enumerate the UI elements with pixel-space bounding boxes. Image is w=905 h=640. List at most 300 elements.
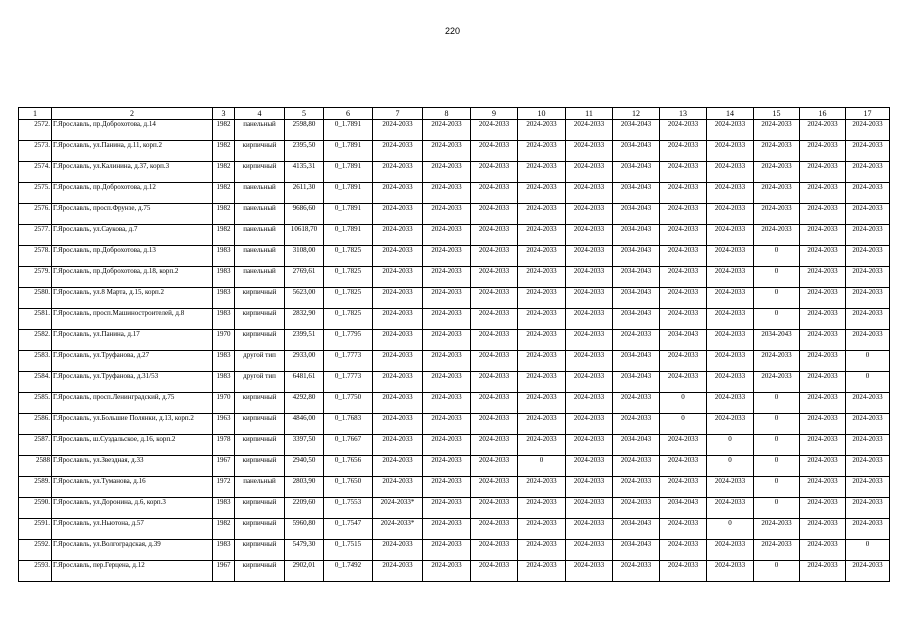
period-cell-col-12: 2034-2043 <box>613 351 660 372</box>
year-cell: 1982 <box>213 183 235 204</box>
period-cell-col-15: 2024-2033 <box>754 120 800 141</box>
period-cell-col-15: 0 <box>754 435 800 456</box>
wall-material-cell: панельный <box>235 120 285 141</box>
period-cell-col-16: 2024-2033 <box>800 393 846 414</box>
table-body <box>19 120 890 582</box>
row-number: 2588 <box>19 456 52 477</box>
year-cell: 1970 <box>213 393 235 414</box>
period-cell-col-10: 2024-2033 <box>518 267 566 288</box>
column-header-10: 10 <box>518 108 566 120</box>
address-cell: Г.Ярославль, ул.Большие Полянки, д.13, корп.2 <box>52 414 213 435</box>
priority-code-cell: 0_1.7891 <box>324 183 373 204</box>
period-cell-col-7: 2024-2033 <box>373 372 423 393</box>
period-cell-col-16: 2024-2033 <box>800 561 846 582</box>
address-cell: Г.Ярославль, просп.Фрунзе, д.75 <box>52 204 213 225</box>
area-cell: 2902,01 <box>285 561 324 582</box>
period-cell-col-9: 2024-2033 <box>471 309 518 330</box>
period-cell-col-9: 2024-2033 <box>471 414 518 435</box>
wall-material-cell: панельный <box>235 225 285 246</box>
period-cell-col-14: 2024-2033 <box>707 246 754 267</box>
period-cell-col-14: 2024-2033 <box>707 267 754 288</box>
period-cell-col-10: 2024-2033 <box>518 204 566 225</box>
period-cell-col-11: 2024-2033 <box>566 225 613 246</box>
table-row <box>19 414 890 435</box>
period-cell-col-8: 2024-2033 <box>423 120 471 141</box>
priority-code-cell: 0_1.7825 <box>324 288 373 309</box>
year-cell: 1983 <box>213 498 235 519</box>
area-cell: 2395,50 <box>285 141 324 162</box>
period-cell-col-17: 2024-2033 <box>846 519 890 540</box>
address-cell: Г.Ярославль, пр.Доброхотова, д.14 <box>52 120 213 141</box>
period-cell-col-14: 2024-2033 <box>707 225 754 246</box>
period-cell-col-17: 2024-2033 <box>846 561 890 582</box>
period-cell-col-7: 2024-2033 <box>373 225 423 246</box>
table-row <box>19 540 890 561</box>
area-cell: 4135,31 <box>285 162 324 183</box>
area-cell: 2209,60 <box>285 498 324 519</box>
priority-code-cell: 0_1.7825 <box>324 267 373 288</box>
period-cell-col-7: 2024-2033 <box>373 393 423 414</box>
row-number: 2593. <box>19 561 52 582</box>
area-cell: 4846,00 <box>285 414 324 435</box>
period-cell-col-13: 2024-2033 <box>660 204 707 225</box>
period-cell-col-17: 2024-2033 <box>846 498 890 519</box>
area-cell: 2598,80 <box>285 120 324 141</box>
address-cell: Г.Ярославль, ул.Волгоградская, д.39 <box>52 540 213 561</box>
period-cell-col-15: 0 <box>754 309 800 330</box>
period-cell-col-12: 2034-2043 <box>613 225 660 246</box>
period-cell-col-16: 2024-2033 <box>800 141 846 162</box>
wall-material-cell: панельный <box>235 267 285 288</box>
year-cell: 1967 <box>213 561 235 582</box>
period-cell-col-11: 2024-2033 <box>566 414 613 435</box>
period-cell-col-13: 0 <box>660 393 707 414</box>
period-cell-col-17: 2024-2033 <box>846 330 890 351</box>
period-cell-col-11: 2024-2033 <box>566 288 613 309</box>
period-cell-col-15: 2024-2033 <box>754 225 800 246</box>
wall-material-cell: другой тип <box>235 351 285 372</box>
period-cell-col-11: 2024-2033 <box>566 183 613 204</box>
priority-code-cell: 0_1.7656 <box>324 456 373 477</box>
period-cell-col-11: 2024-2033 <box>566 477 613 498</box>
period-cell-col-17: 2024-2033 <box>846 246 890 267</box>
period-cell-col-17: 2024-2033 <box>846 414 890 435</box>
period-cell-col-15: 0 <box>754 393 800 414</box>
row-number: 2573. <box>19 141 52 162</box>
period-cell-col-8: 2024-2033 <box>423 456 471 477</box>
period-cell-col-15: 2034-2043 <box>754 330 800 351</box>
year-cell: 1983 <box>213 267 235 288</box>
address-cell: Г.Ярославль, ул.Труфанова, д.27 <box>52 351 213 372</box>
wall-material-cell: кирпичный <box>235 498 285 519</box>
period-cell-col-11: 2024-2033 <box>566 246 613 267</box>
period-cell-col-7: 2024-2033 <box>373 561 423 582</box>
address-cell: Г.Ярославль, ул.Калинина, д.37, корп.3 <box>52 162 213 183</box>
period-cell-col-7: 2024-2033 <box>373 204 423 225</box>
period-cell-col-10: 2024-2033 <box>518 540 566 561</box>
period-cell-col-11: 2024-2033 <box>566 309 613 330</box>
period-cell-col-10: 2024-2033 <box>518 141 566 162</box>
period-cell-col-17: 2024-2033 <box>846 183 890 204</box>
period-cell-col-14: 0 <box>707 435 754 456</box>
table-row <box>19 477 890 498</box>
row-number: 2577. <box>19 225 52 246</box>
row-number: 2590. <box>19 498 52 519</box>
period-cell-col-13: 2024-2033 <box>660 288 707 309</box>
table-row <box>19 225 890 246</box>
period-cell-col-8: 2024-2033 <box>423 162 471 183</box>
column-header-8: 8 <box>423 108 471 120</box>
period-cell-col-11: 2024-2033 <box>566 141 613 162</box>
period-cell-col-7: 2024-2033 <box>373 309 423 330</box>
period-cell-col-8: 2024-2033 <box>423 351 471 372</box>
period-cell-col-10: 2024-2033 <box>518 435 566 456</box>
period-cell-col-9: 2024-2033 <box>471 435 518 456</box>
period-cell-col-8: 2024-2033 <box>423 204 471 225</box>
period-cell-col-17: 2024-2033 <box>846 393 890 414</box>
period-cell-col-8: 2024-2033 <box>423 414 471 435</box>
period-cell-col-16: 2024-2033 <box>800 162 846 183</box>
address-cell: Г.Ярославль, пер.Герцена, д.12 <box>52 561 213 582</box>
period-cell-col-9: 2024-2033 <box>471 372 518 393</box>
period-cell-col-13: 2034-2043 <box>660 498 707 519</box>
period-cell-col-9: 2024-2033 <box>471 288 518 309</box>
period-cell-col-11: 2024-2033 <box>566 393 613 414</box>
row-number: 2574. <box>19 162 52 183</box>
year-cell: 1972 <box>213 477 235 498</box>
wall-material-cell: панельный <box>235 477 285 498</box>
period-cell-col-14: 2024-2033 <box>707 309 754 330</box>
period-cell-col-8: 2024-2033 <box>423 246 471 267</box>
table-row <box>19 288 890 309</box>
priority-code-cell: 0_1.7891 <box>324 120 373 141</box>
period-cell-col-13: 2024-2033 <box>660 435 707 456</box>
priority-code-cell: 0_1.7492 <box>324 561 373 582</box>
period-cell-col-13: 2024-2033 <box>660 225 707 246</box>
period-cell-col-14: 2024-2033 <box>707 330 754 351</box>
row-number: 2578. <box>19 246 52 267</box>
period-cell-col-12: 2024-2033 <box>613 477 660 498</box>
period-cell-col-10: 2024-2033 <box>518 393 566 414</box>
address-cell: Г.Ярославль, ул.Панина, д.11, корп.2 <box>52 141 213 162</box>
period-cell-col-11: 2024-2033 <box>566 372 613 393</box>
period-cell-col-10: 2024-2033 <box>518 498 566 519</box>
table-row <box>19 309 890 330</box>
period-cell-col-8: 2024-2033 <box>423 519 471 540</box>
period-cell-col-13: 2024-2033 <box>660 540 707 561</box>
address-cell: Г.Ярославль, просп.Машиностроителей, д.8 <box>52 309 213 330</box>
period-cell-col-8: 2024-2033 <box>423 372 471 393</box>
period-cell-col-10: 2024-2033 <box>518 162 566 183</box>
wall-material-cell: кирпичный <box>235 288 285 309</box>
column-header-6: 6 <box>324 108 373 120</box>
period-cell-col-13: 2034-2043 <box>660 330 707 351</box>
period-cell-col-13: 2024-2033 <box>660 141 707 162</box>
address-cell: Г.Ярославль, просп.Ленинградский, д.75 <box>52 393 213 414</box>
period-cell-col-9: 2024-2033 <box>471 162 518 183</box>
period-cell-col-11: 2024-2033 <box>566 540 613 561</box>
priority-code-cell: 0_1.7891 <box>324 141 373 162</box>
period-cell-col-14: 2024-2033 <box>707 540 754 561</box>
period-cell-col-13: 2024-2033 <box>660 246 707 267</box>
period-cell-col-10: 2024-2033 <box>518 372 566 393</box>
period-cell-col-7: 2024-2033 <box>373 456 423 477</box>
period-cell-col-14: 2024-2033 <box>707 141 754 162</box>
period-cell-col-8: 2024-2033 <box>423 183 471 204</box>
year-cell: 1983 <box>213 372 235 393</box>
address-cell: Г.Ярославль, ул.Звездная, д.33 <box>52 456 213 477</box>
period-cell-col-15: 0 <box>754 498 800 519</box>
wall-material-cell: панельный <box>235 183 285 204</box>
period-cell-col-13: 2024-2033 <box>660 372 707 393</box>
wall-material-cell: кирпичный <box>235 162 285 183</box>
year-cell: 1978 <box>213 435 235 456</box>
column-header-13: 13 <box>660 108 707 120</box>
table-row <box>19 351 890 372</box>
period-cell-col-10: 2024-2033 <box>518 519 566 540</box>
area-cell: 2611,30 <box>285 183 324 204</box>
period-cell-col-10: 2024-2033 <box>518 246 566 267</box>
row-number: 2585. <box>19 393 52 414</box>
period-cell-col-12: 2034-2043 <box>613 267 660 288</box>
column-header-7: 7 <box>373 108 423 120</box>
period-cell-col-10: 2024-2033 <box>518 309 566 330</box>
period-cell-col-9: 2024-2033 <box>471 498 518 519</box>
table-row <box>19 204 890 225</box>
period-cell-col-9: 2024-2033 <box>471 183 518 204</box>
period-cell-col-16: 2024-2033 <box>800 309 846 330</box>
period-cell-col-9: 2024-2033 <box>471 246 518 267</box>
period-cell-col-15: 2024-2033 <box>754 519 800 540</box>
period-cell-col-16: 2024-2033 <box>800 267 846 288</box>
table-row <box>19 162 890 183</box>
period-cell-col-9: 2024-2033 <box>471 204 518 225</box>
period-cell-col-11: 2024-2033 <box>566 267 613 288</box>
period-cell-col-11: 2024-2033 <box>566 330 613 351</box>
column-header-17: 17 <box>846 108 890 120</box>
period-cell-col-8: 2024-2033 <box>423 225 471 246</box>
period-cell-col-15: 0 <box>754 456 800 477</box>
period-cell-col-12: 2034-2043 <box>613 162 660 183</box>
period-cell-col-15: 0 <box>754 414 800 435</box>
wall-material-cell: кирпичный <box>235 309 285 330</box>
wall-material-cell: кирпичный <box>235 141 285 162</box>
priority-code-cell: 0_1.7773 <box>324 372 373 393</box>
period-cell-col-12: 2024-2033 <box>613 414 660 435</box>
period-cell-col-9: 2024-2033 <box>471 519 518 540</box>
period-cell-col-14: 0 <box>707 519 754 540</box>
period-cell-col-16: 2024-2033 <box>800 456 846 477</box>
table-row <box>19 372 890 393</box>
column-header-12: 12 <box>613 108 660 120</box>
period-cell-col-16: 2024-2033 <box>800 498 846 519</box>
priority-code-cell: 0_1.7650 <box>324 477 373 498</box>
priority-code-cell: 0_1.7553 <box>324 498 373 519</box>
area-cell: 5479,30 <box>285 540 324 561</box>
period-cell-col-17: 2024-2033 <box>846 204 890 225</box>
period-cell-col-7: 2024-2033 <box>373 246 423 267</box>
period-cell-col-14: 2024-2033 <box>707 477 754 498</box>
area-cell: 4292,80 <box>285 393 324 414</box>
row-number: 2572. <box>19 120 52 141</box>
period-cell-col-10: 2024-2033 <box>518 351 566 372</box>
area-cell: 2399,51 <box>285 330 324 351</box>
priority-code-cell: 0_1.7825 <box>324 246 373 267</box>
priority-code-cell: 0_1.7683 <box>324 414 373 435</box>
period-cell-col-8: 2024-2033 <box>423 267 471 288</box>
wall-material-cell: кирпичный <box>235 414 285 435</box>
wall-material-cell: кирпичный <box>235 561 285 582</box>
row-number: 2592. <box>19 540 52 561</box>
period-cell-col-11: 2024-2033 <box>566 162 613 183</box>
priority-code-cell: 0_1.7891 <box>324 225 373 246</box>
area-cell: 2940,50 <box>285 456 324 477</box>
table-row <box>19 267 890 288</box>
period-cell-col-16: 2024-2033 <box>800 540 846 561</box>
area-cell: 3397,50 <box>285 435 324 456</box>
period-cell-col-8: 2024-2033 <box>423 477 471 498</box>
column-number-row <box>19 108 890 120</box>
period-cell-col-7: 2024-2033 <box>373 288 423 309</box>
period-cell-col-17: 2024-2033 <box>846 141 890 162</box>
area-cell: 2769,61 <box>285 267 324 288</box>
period-cell-col-15: 2024-2033 <box>754 183 800 204</box>
period-cell-col-7: 2024-2033* <box>373 498 423 519</box>
row-number: 2582. <box>19 330 52 351</box>
column-header-11: 11 <box>566 108 613 120</box>
wall-material-cell: кирпичный <box>235 330 285 351</box>
period-cell-col-11: 2024-2033 <box>566 120 613 141</box>
period-cell-col-15: 0 <box>754 267 800 288</box>
period-cell-col-17: 0 <box>846 351 890 372</box>
period-cell-col-11: 2024-2033 <box>566 519 613 540</box>
period-cell-col-14: 2024-2033 <box>707 372 754 393</box>
priority-code-cell: 0_1.7547 <box>324 519 373 540</box>
row-number: 2580. <box>19 288 52 309</box>
address-cell: Г.Ярославль, ул.Доронина, д.6, корп.3 <box>52 498 213 519</box>
column-header-9: 9 <box>471 108 518 120</box>
wall-material-cell: панельный <box>235 246 285 267</box>
period-cell-col-10: 2024-2033 <box>518 183 566 204</box>
period-cell-col-12: 2034-2043 <box>613 519 660 540</box>
year-cell: 1967 <box>213 456 235 477</box>
period-cell-col-11: 2024-2033 <box>566 351 613 372</box>
period-cell-col-14: 2024-2033 <box>707 120 754 141</box>
area-cell: 6481,61 <box>285 372 324 393</box>
column-header-3: 3 <box>213 108 235 120</box>
priority-code-cell: 0_1.7750 <box>324 393 373 414</box>
year-cell: 1983 <box>213 246 235 267</box>
address-cell: Г.Ярославль, ул.8 Марта, д.15, корп.2 <box>52 288 213 309</box>
period-cell-col-17: 2024-2033 <box>846 456 890 477</box>
period-cell-col-11: 2024-2033 <box>566 204 613 225</box>
period-cell-col-15: 0 <box>754 246 800 267</box>
period-cell-col-7: 2024-2033 <box>373 183 423 204</box>
period-cell-col-13: 2024-2033 <box>660 309 707 330</box>
year-cell: 1983 <box>213 309 235 330</box>
period-cell-col-17: 0 <box>846 372 890 393</box>
period-cell-col-7: 2024-2033 <box>373 162 423 183</box>
period-cell-col-14: 2024-2033 <box>707 351 754 372</box>
period-cell-col-17: 2024-2033 <box>846 288 890 309</box>
period-cell-col-16: 2024-2033 <box>800 288 846 309</box>
period-cell-col-14: 2024-2033 <box>707 162 754 183</box>
period-cell-col-13: 2024-2033 <box>660 183 707 204</box>
period-cell-col-17: 2024-2033 <box>846 267 890 288</box>
period-cell-col-7: 2024-2033 <box>373 414 423 435</box>
period-cell-col-9: 2024-2033 <box>471 141 518 162</box>
period-cell-col-17: 0 <box>846 540 890 561</box>
period-cell-col-14: 2024-2033 <box>707 561 754 582</box>
period-cell-col-12: 2024-2033 <box>613 456 660 477</box>
period-cell-col-8: 2024-2033 <box>423 141 471 162</box>
period-cell-col-8: 2024-2033 <box>423 540 471 561</box>
priority-code-cell: 0_1.7667 <box>324 435 373 456</box>
table-row <box>19 183 890 204</box>
address-cell: Г.Ярославль, пр.Доброхотова, д.18, корп.2 <box>52 267 213 288</box>
period-cell-col-7: 2024-2033 <box>373 540 423 561</box>
area-cell: 5960,80 <box>285 519 324 540</box>
address-cell: Г.Ярославль, ул.Туманова, д.16 <box>52 477 213 498</box>
period-cell-col-8: 2024-2033 <box>423 561 471 582</box>
row-number: 2587. <box>19 435 52 456</box>
period-cell-col-14: 2024-2033 <box>707 498 754 519</box>
period-cell-col-14: 2024-2033 <box>707 414 754 435</box>
row-number: 2579. <box>19 267 52 288</box>
period-cell-col-11: 2024-2033 <box>566 456 613 477</box>
period-cell-col-9: 2024-2033 <box>471 351 518 372</box>
table-row <box>19 246 890 267</box>
period-cell-col-9: 2024-2033 <box>471 540 518 561</box>
year-cell: 1983 <box>213 351 235 372</box>
period-cell-col-13: 2024-2033 <box>660 267 707 288</box>
period-cell-col-8: 2024-2033 <box>423 435 471 456</box>
period-cell-col-15: 2024-2033 <box>754 351 800 372</box>
period-cell-col-12: 2034-2043 <box>613 309 660 330</box>
period-cell-col-7: 2024-2033* <box>373 519 423 540</box>
period-cell-col-8: 2024-2033 <box>423 393 471 414</box>
period-cell-col-10: 2024-2033 <box>518 561 566 582</box>
column-header-1: 1 <box>19 108 52 120</box>
period-cell-col-15: 0 <box>754 288 800 309</box>
period-cell-col-9: 2024-2033 <box>471 120 518 141</box>
year-cell: 1982 <box>213 162 235 183</box>
period-cell-col-7: 2024-2033 <box>373 141 423 162</box>
year-cell: 1982 <box>213 141 235 162</box>
period-cell-col-16: 2024-2033 <box>800 225 846 246</box>
period-cell-col-7: 2024-2033 <box>373 351 423 372</box>
period-cell-col-14: 2024-2033 <box>707 204 754 225</box>
period-cell-col-12: 2024-2033 <box>613 330 660 351</box>
table-row <box>19 330 890 351</box>
period-cell-col-15: 2024-2033 <box>754 141 800 162</box>
period-cell-col-12: 2024-2033 <box>613 498 660 519</box>
period-cell-col-16: 2024-2033 <box>800 477 846 498</box>
address-cell: Г.Ярославль, ул.Панина, д.17 <box>52 330 213 351</box>
page-number: 220 <box>444 26 461 36</box>
period-cell-col-14: 2024-2033 <box>707 288 754 309</box>
wall-material-cell: кирпичный <box>235 393 285 414</box>
period-cell-col-9: 2024-2033 <box>471 456 518 477</box>
row-number: 2586. <box>19 414 52 435</box>
period-cell-col-10: 2024-2033 <box>518 477 566 498</box>
period-cell-col-9: 2024-2033 <box>471 393 518 414</box>
row-number: 2581. <box>19 309 52 330</box>
period-cell-col-14: 2024-2033 <box>707 393 754 414</box>
period-cell-col-10: 2024-2033 <box>518 225 566 246</box>
period-cell-col-14: 0 <box>707 456 754 477</box>
year-cell: 1983 <box>213 540 235 561</box>
